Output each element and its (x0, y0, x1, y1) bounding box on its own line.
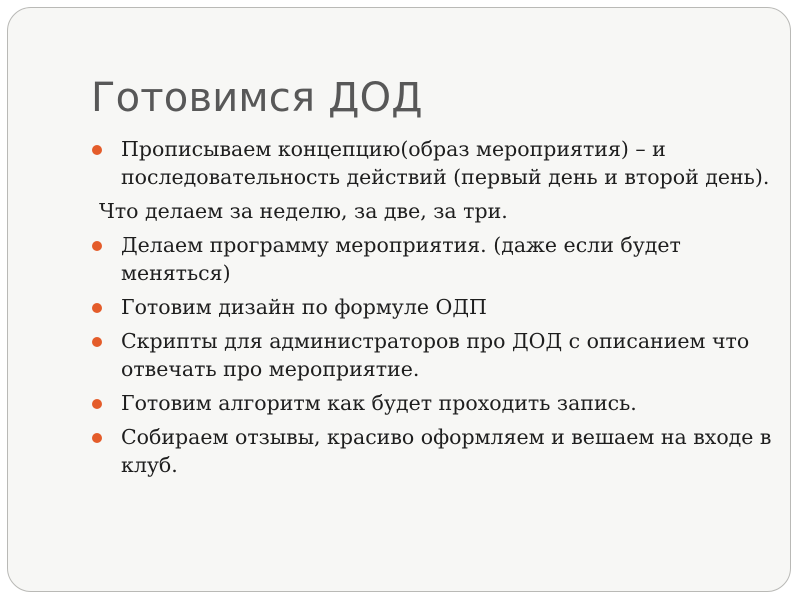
bullet-list (91, 135, 781, 485)
list-item (91, 231, 781, 287)
bullet-icon (92, 337, 102, 347)
list-item-text: Скрипты для администраторов про ДОД с описанием что отвечать про мероприятие. (121, 329, 750, 381)
list-item (91, 197, 781, 225)
list-item-text: Готовим алгоритм как будет проходить запись. (121, 391, 637, 415)
list-item-text: Делаем программу мероприятия. (даже если будет меняться) (121, 233, 681, 285)
list-item-text: Собираем отзывы, красиво оформляем и вешаем на входе в клуб. (121, 425, 772, 477)
list-item-text: Готовим дизайн по формуле ОДП (121, 295, 487, 319)
bullet-icon (92, 303, 102, 313)
slide-title: Готовимся ДОД (91, 75, 423, 121)
list-item (91, 327, 781, 383)
bullet-icon (92, 399, 102, 409)
bullet-icon (92, 241, 102, 251)
slide (7, 7, 791, 592)
list-item-text: Что делаем за неделю, за две, за три. (99, 199, 508, 223)
list-item-text: Прописываем концепцию(образ мероприятия) – и последовательность действий (первый день и второй день). (121, 137, 770, 189)
list-item (91, 135, 781, 191)
bullet-icon (92, 145, 102, 155)
list-item (91, 293, 781, 321)
list-item (91, 389, 781, 417)
list-item (91, 423, 781, 479)
bullet-icon (92, 433, 102, 443)
